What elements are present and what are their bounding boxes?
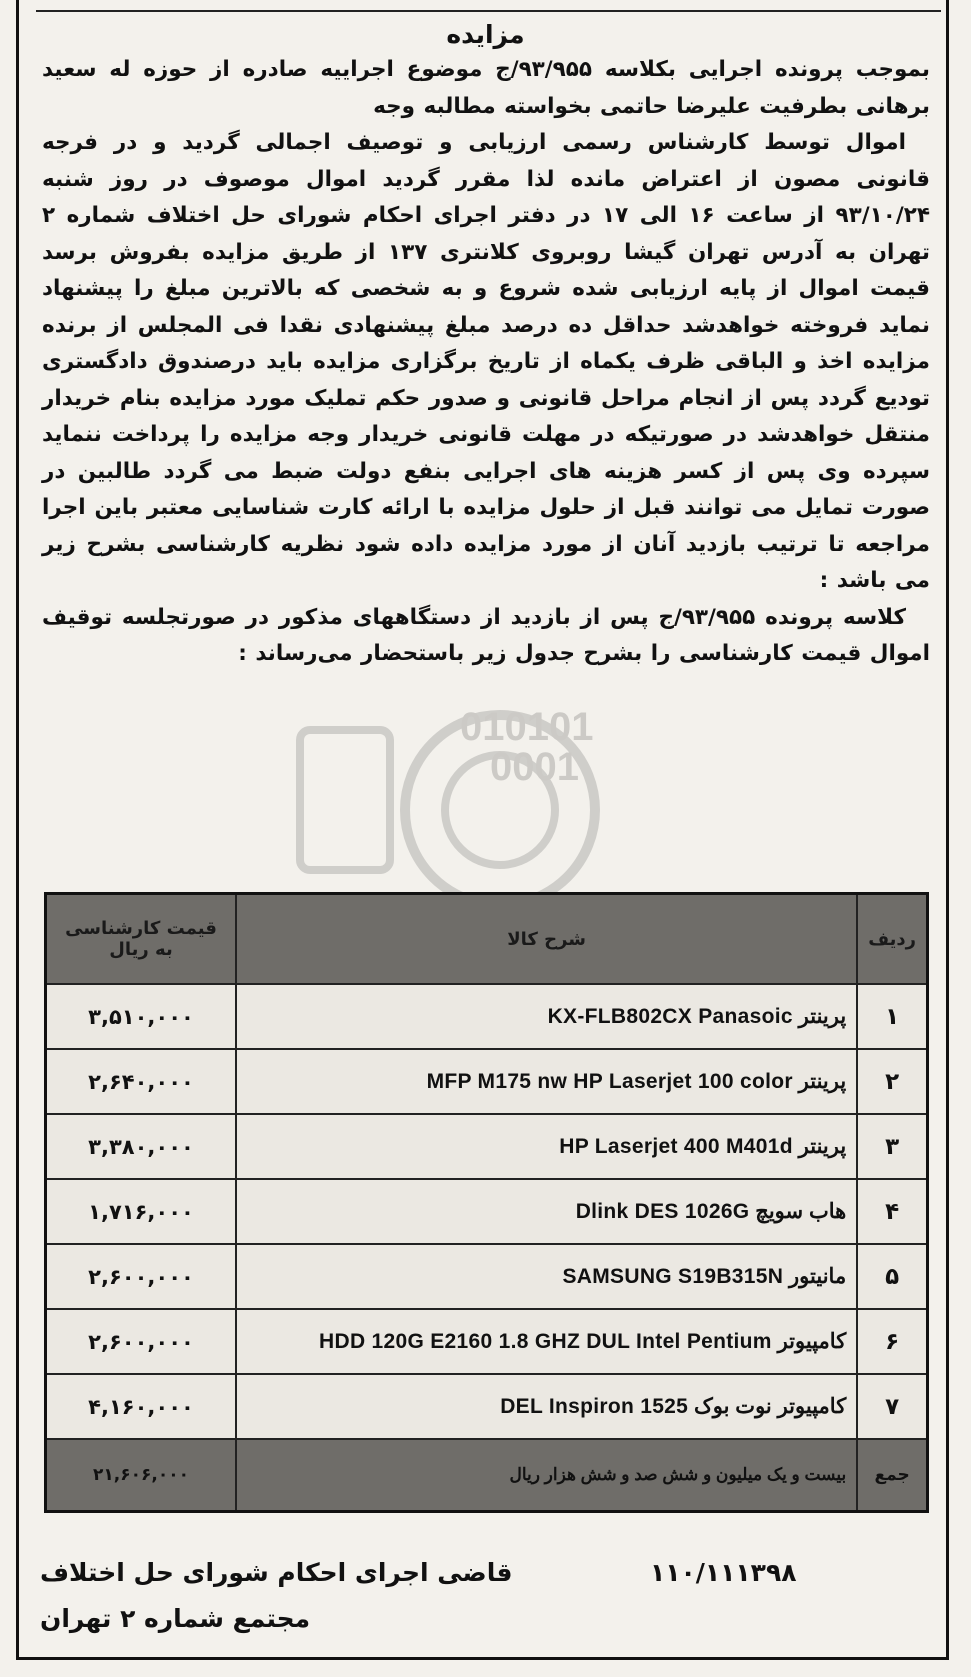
row-number: ۷ (857, 1374, 927, 1439)
items-table (44, 892, 929, 1513)
top-rule (36, 10, 941, 12)
signature-line-1: قاضی اجرای احکام شورای حل اختلاف (40, 1558, 513, 1587)
table-row (46, 1179, 928, 1244)
item-description: هاب سویچ Dlink DES 1026G (236, 1179, 857, 1244)
notice-paragraph: کلاسه پرونده ۹۳/۹۵۵/ج پس از بازدید از دستگاههای مذکور در صورتجلسه توقیف اموال قیمت کارشناسی را بشرح جدول زیر باستحضار می‌رساند : (42, 604, 930, 666)
row-number: ۶ (857, 1309, 927, 1374)
total-in-words: بیست و یک میلیون و شش صد و شش هزار ریال (236, 1439, 857, 1512)
notice-body (42, 52, 930, 673)
table-total-row (46, 1439, 928, 1512)
header-row-number: ردیف (857, 894, 927, 985)
item-description: کامپیوتر نوت بوک DEL Inspiron 1525 (236, 1374, 857, 1439)
table-row (46, 1374, 928, 1439)
header-description: شرح کالا (236, 894, 857, 985)
row-number: ۵ (857, 1244, 927, 1309)
item-price: ۳,۳۸۰,۰۰۰ (46, 1114, 237, 1179)
notice-paragraph: بموجب پرونده اجرایی بکلاسه ۹۳/۹۵۵/ج موضوع اجراییه صادره از حوزه له سعید برهانی بطرفیت علیرضا حاتمی بخواسته مطالبه وجه (42, 57, 930, 119)
svg-text:010101: 010101 (460, 705, 594, 749)
table-row (46, 984, 928, 1049)
item-price: ۱,۷۱۶,۰۰۰ (46, 1179, 237, 1244)
svg-text:0001: 0001 (490, 745, 579, 789)
item-price: ۲,۶۰۰,۰۰۰ (46, 1244, 237, 1309)
row-number: ۳ (857, 1114, 927, 1179)
item-price: ۲,۶۴۰,۰۰۰ (46, 1049, 237, 1114)
item-description: کامپیوتر HDD 120G E2160 1.8 GHZ DUL Intel Pentium (236, 1309, 857, 1374)
table-header-row (46, 894, 928, 985)
notice-title: مزایده (446, 20, 525, 49)
total-price: ۲۱,۶۰۶,۰۰۰ (46, 1439, 237, 1512)
row-number: ۴ (857, 1179, 927, 1244)
item-price: ۳,۵۱۰,۰۰۰ (46, 984, 237, 1049)
item-description: پرینتر MFP M175 nw HP Laserjet 100 color (236, 1049, 857, 1114)
table-row (46, 1114, 928, 1179)
item-description: پرینتر HP Laserjet 400 M401d (236, 1114, 857, 1179)
header-price: قیمت کارشناسی به ریال (46, 894, 237, 985)
row-number: ۲ (857, 1049, 927, 1114)
signature-line-2: مجتمع شماره ۲ تهران (40, 1604, 311, 1633)
table-row (46, 1049, 928, 1114)
row-number: ۱ (857, 984, 927, 1049)
table-row (46, 1244, 928, 1309)
item-price: ۲,۶۰۰,۰۰۰ (46, 1309, 237, 1374)
total-label: جمع (857, 1439, 927, 1512)
item-description: پرینتر KX-FLB802CX Panasoic (236, 984, 857, 1049)
notice-footer (40, 1558, 940, 1658)
table-row (46, 1309, 928, 1374)
reference-number: ۱۱۰/۱۱۱۳۹۸ (650, 1558, 797, 1587)
notice-paragraph: اموال توسط کارشناس رسمی ارزیابی و توصیف اجمالی گردید و در فرجه قانونی مصون از اعتراض مانده لذا مقرر گردید اموال موصوف در روز شنبه ۹۳/۱۰/۲۴ از ساعت ۱۶ الی ۱۷ در دفتر اجرای احکام شورای حل اختلاف شماره ۲ تهران به آدرس تهران گیشا روبروی کلانتری ۱۳۷ از طریق مزایده بفروش برسد قیمت اموال از پایه ارزیابی شده شروع و به شخصی که بالاترین مبلغ را پیشنهاد نماید فروخته خواهدشد حداقل ده درصد مبلغ پیشنهادی نقدا فی المجلس از برنده مزایده اخذ و الباقی ظرف یکماه از تاریخ برگزاری مزایده باید درصندوق دادگستری تودیع گردد پس از انجام مراحل قانونی و صدور حکم تملیک مورد مزایده بنام خریدار منتقل خواهدشد در صورتیکه در مهلت قانونی خریدار وجه مزایده را پرداخت ننماید سپرده وی پس از کسر هزینه های اجرایی بنفع دولت ضبط می گردد طالبین در صورت تمایل می توانند قبل از حلول مزایده با ارائه کارت شناسایی معتبر باین اجرا مراجعه تا ترتیب بازدید آنان از مورد مزایده داده شود نظریه کارشناسی بشرح زیر می باشد : (42, 130, 931, 593)
item-description: مانیتور SAMSUNG S19B315N (236, 1244, 857, 1309)
item-price: ۴,۱۶۰,۰۰۰ (46, 1374, 237, 1439)
